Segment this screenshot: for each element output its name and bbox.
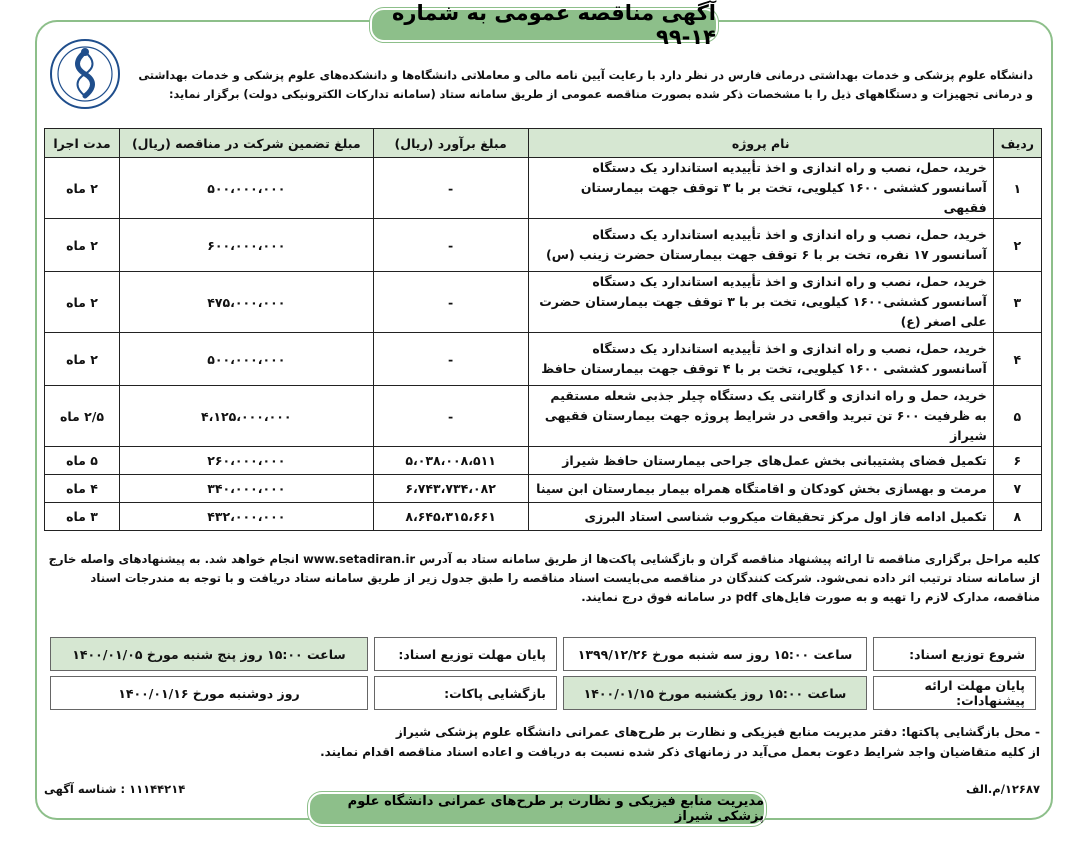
projects-table	[44, 128, 1042, 531]
estimate-amount: ۵،۰۳۸،۰۰۸،۵۱۱	[373, 447, 528, 475]
location-text: دفتر مدیریت منابع فیزیکی و نظارت بر طرح‌های عمرانی دانشگاه علوم پزشکی شیراز	[395, 725, 898, 739]
guarantee-amount: ۲۶۰،۰۰۰،۰۰۰	[119, 447, 373, 475]
row-number: ۵	[993, 386, 1041, 447]
location-label: - محل بازگشایی پاکتها:	[901, 725, 1040, 739]
duration: ۴ ماه	[45, 475, 120, 503]
duration: ۲ ماه	[45, 333, 120, 386]
guarantee-amount: ۶۰۰،۰۰۰،۰۰۰	[119, 219, 373, 272]
project-name: خرید، حمل، نصب و راه اندازی و اخذ تأییدیه استاندارد یک دستگاه آسانسور کششی ۱۶۰۰ کیلویی، تخت بر با ۴ توقف جهت بیمارستان حافظ	[528, 333, 993, 386]
project-name: مرمت و بهسازی بخش کودکان و اقامتگاه همراه بیمار بیمارستان ابن سینا	[528, 475, 993, 503]
table-row	[45, 503, 1042, 531]
estimate-amount: ۶،۷۴۳،۷۳۴،۰۸۲	[373, 475, 528, 503]
row-number: ۳	[993, 272, 1041, 333]
procedure-notes: کلیه مراحل برگزاری مناقصه تا ارائه پیشنهاد مناقصه گران و بازگشایی پاکت‌ها از طریق سامانه ستاد به آدرس www.setadiran.ir انجام خواهد شد. به پیشنهادهای واصله خارج از سامانه ستاد ترتیب اثر داده نمی‌شود. شرکت کنندگان در مناقصه می‌بایست اسناد مناقصه را طبق جدول زیر از طریق سامانه ستاد دریافت و با توجه به مندرجات اسناد مناقصه، مدارک لازم را تهیه و به صورت فایل‌های pdf در سامانه فوق درج نمایند.	[48, 552, 1040, 604]
duration: ۲/۵ ماه	[45, 386, 120, 447]
table-row	[45, 386, 1042, 447]
row-number: ۷	[993, 475, 1041, 503]
guarantee-amount: ۵۰۰،۰۰۰،۰۰۰	[119, 158, 373, 219]
project-name: تکمیل فضای پشتیبانی بخش عمل‌های جراحی بیمارستان حافظ شیراز	[528, 447, 993, 475]
duration: ۲ ماه	[45, 272, 120, 333]
opening-value: روز دوشنبه مورخ ۱۴۰۰/۰۱/۱۶	[50, 676, 368, 710]
table-row	[45, 447, 1042, 475]
row-number: ۲	[993, 219, 1041, 272]
doc-end-label: پایان مهلت توزیع اسناد:	[374, 637, 557, 671]
schedule-row	[50, 637, 1036, 671]
university-logo-icon	[49, 38, 121, 110]
estimate-amount: -	[373, 333, 528, 386]
doc-start-label: شروع توزیع اسناد:	[873, 637, 1036, 671]
ad-id: ۱۱۱۴۴۲۱۴ : شناسه آگهی	[44, 782, 186, 796]
duration: ۳ ماه	[45, 503, 120, 531]
estimate-amount: -	[373, 386, 528, 447]
table-row	[45, 333, 1042, 386]
header-duration: مدت اجرا	[45, 129, 120, 158]
opening-location	[44, 722, 1040, 762]
doc-end-value: ساعت ۱۵:۰۰ روز پنج شنبه مورخ ۱۴۰۰/۰۱/۰۵	[50, 637, 368, 671]
table-row	[45, 272, 1042, 333]
footer-banner-text: مدیریت منابع فیزیکی و نظارت بر طرح‌های عمرانی دانشگاه علوم پزشکی شیراز	[347, 794, 764, 824]
bid-end-value: ساعت ۱۵:۰۰ روز یکشنبه مورخ ۱۴۰۰/۰۱/۱۵	[563, 676, 867, 710]
guarantee-amount: ۴۳۲،۰۰۰،۰۰۰	[119, 503, 373, 531]
table-row	[45, 475, 1042, 503]
guarantee-amount: ۴۷۵،۰۰۰،۰۰۰	[119, 272, 373, 333]
invitation-text: از کلیه متقاضیان واجد شرایط دعوت بعمل می‌آید در زمانهای ذکر شده نسبت به دریافت و اعاده اسناد مناقصه اقدام نمایند.	[320, 745, 1040, 759]
duration: ۲ ماه	[45, 219, 120, 272]
guarantee-amount: ۴،۱۲۵،۰۰۰،۰۰۰	[119, 386, 373, 447]
title-banner	[370, 1, 718, 49]
table-row	[45, 219, 1042, 272]
project-name: خرید، حمل، نصب و راه اندازی و اخذ تأییدیه استاندارد یک دستگاه آسانسور ۱۷ نفره، تخت بر با ۶ توقف جهت بیمارستان حضرت زینب (س)	[528, 219, 993, 272]
row-number: ۱	[993, 158, 1041, 219]
guarantee-amount: ۳۴۰،۰۰۰،۰۰۰	[119, 475, 373, 503]
row-number: ۴	[993, 333, 1041, 386]
header-estimate: مبلغ برآورد (ریال)	[373, 129, 528, 158]
header-guarantee: مبلغ تضمین شرکت در مناقصه (ریال)	[119, 129, 373, 158]
notice-title: آگهی مناقصه عمومی به شماره ۱۴-۹۹	[392, 1, 716, 49]
doc-start-value: ساعت ۱۵:۰۰ روز سه شنبه مورخ ۱۳۹۹/۱۲/۲۶	[563, 637, 867, 671]
duration: ۵ ماه	[45, 447, 120, 475]
project-name: تکمیل ادامه فاز اول مرکز تحقیقات میکروب شناسی استاد البرزی	[528, 503, 993, 531]
project-name: خرید، حمل و راه اندازی و گارانتی یک دستگاه چیلر جذبی شعله مستقیم به ظرفیت ۶۰۰ تن تبرید واقعی در شرایط پروژه جهت بیمارستان فقیهی شیراز	[528, 386, 993, 447]
schedule-row	[50, 676, 1036, 710]
guarantee-amount: ۵۰۰،۰۰۰،۰۰۰	[119, 333, 373, 386]
header-project-name: نام پروژه	[528, 129, 993, 158]
header-row-number: ردیف	[993, 129, 1041, 158]
estimate-amount: -	[373, 158, 528, 219]
estimate-amount: ۸،۶۴۵،۳۱۵،۶۶۱	[373, 503, 528, 531]
estimate-amount: -	[373, 272, 528, 333]
row-number: ۸	[993, 503, 1041, 531]
project-name: خرید، حمل، نصب و راه اندازی و اخذ تأییدیه استاندارد یک دستگاه آسانسور کششی ۱۶۰۰ کیلویی، تخت بر با ۳ توقف جهت بیمارستان فقیهی	[528, 158, 993, 219]
footer-banner	[308, 792, 766, 826]
row-number: ۶	[993, 447, 1041, 475]
reference-number: ۱۲۶۸۷/م.الف	[965, 782, 1040, 796]
schedule-table	[44, 632, 1042, 715]
opening-label: بازگشایی پاکات:	[374, 676, 557, 710]
duration: ۲ ماه	[45, 158, 120, 219]
project-name: خرید، حمل، نصب و راه اندازی و اخذ تأییدیه استاندارد یک دستگاه آسانسور کششی۱۶۰۰ کیلویی، تخت بر با ۳ توقف جهت بیمارستان حضرت علی اصغر (ع)	[528, 272, 993, 333]
estimate-amount: -	[373, 219, 528, 272]
intro-paragraph: دانشگاه علوم پزشکی و خدمات بهداشتی درمانی فارس در نظر دارد با رعایت آیین نامه مالی و معاملاتی دانشگاه‌ها و دانشکده‌های علوم پزشکی و خدمات بهداشتی و درمانی تجهیزات و دستگاههای ذیل را با مشخصات ذکر شده بصورت مناقصه عمومی از طریق سامانه ستاد (سامانه تدارکات الکترونیکی دولت) برگزار نماید:	[138, 69, 1033, 101]
table-header-row	[45, 129, 1042, 158]
table-row	[45, 158, 1042, 219]
bid-end-label: پایان مهلت ارائه پیشنهادات:	[873, 676, 1036, 710]
